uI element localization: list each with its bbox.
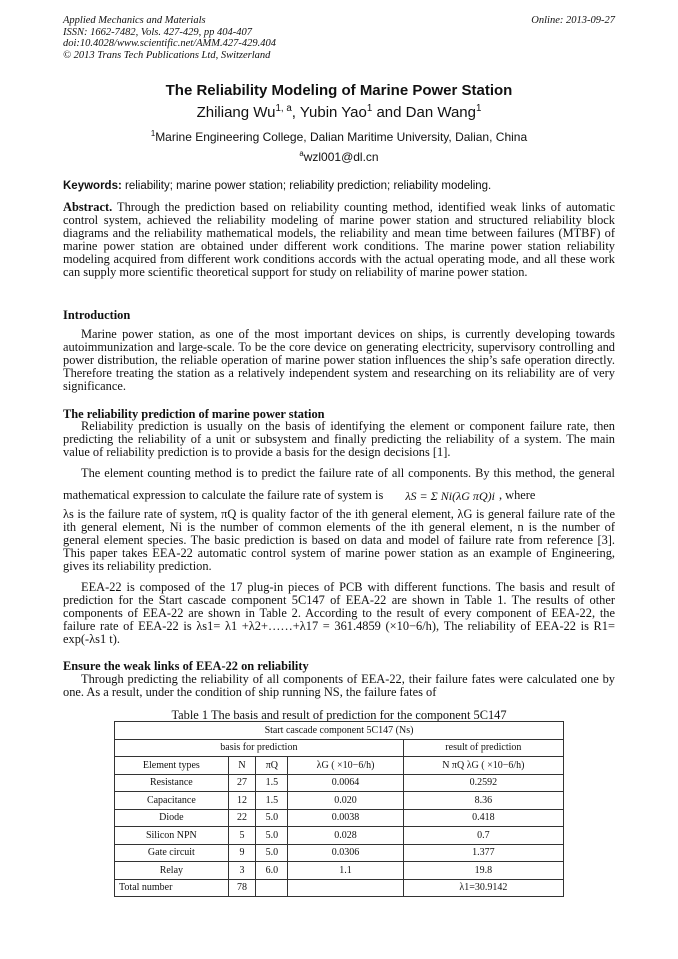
affiliation-text: Marine Engineering College, Dalian Maritime University, Dalian, China [155,130,528,144]
doi-line: doi:10.4028/www.scientific.net/AMM.427-429.404 [63,38,276,50]
copyright-line: © 2013 Trans Tech Publications Ltd, Switzerland [63,49,271,61]
affiliation [0,130,678,144]
intro-heading: Introduction [63,308,131,322]
issn-line: ISSN: 1662-7482, Vols. 427-429, pp 404-407 [63,26,252,38]
author-2: Yubin Yao [299,104,367,121]
affiliation-mark: 1 [150,129,156,138]
prediction-paragraph-1: Reliability prediction is usually on the basis of identifying the element or component failure rate, then predicting the reliability of a unit or subsystem and finally predicting the reliability of a system. The main value of reliability prediction is to provide a basis for the design decisions [1]. [63,419,615,460]
table-cell: 0.020 [288,792,403,810]
table-cell: 78 [228,879,256,897]
weak-links-heading: Ensure the weak links of EEA-22 on reliability [63,659,309,673]
table-cell: Diode [115,809,229,827]
abstract [63,201,615,280]
table-row [115,774,564,792]
formula-lead: The element counting method is to predict the failure rate of all components. By this method, the general mathematical expression to calculate the failure rate of system is [63,466,615,502]
author-1: Zhiliang Wu [196,104,276,121]
col-header: Element types [115,757,229,775]
table-row [115,862,564,880]
table-cell: 0.0306 [288,844,403,862]
table-cell: Silicon NPN [115,827,229,845]
formula-tail: , where [498,488,536,502]
col-header: N [228,757,256,775]
table-cell: 12 [228,792,256,810]
table-row [115,844,564,862]
keywords [63,180,615,192]
table-cell: 27 [228,774,256,792]
online-date: Online: 2013-09-27 [531,15,615,26]
journal-header [63,15,276,61]
table-cell: 1.5 [256,792,288,810]
author-list [0,104,678,121]
author-1-affil: 1, a [275,103,292,114]
table-total-row [115,879,564,897]
table-cell: 0.028 [288,827,403,845]
table-cell: 0.2592 [403,774,563,792]
table-cell: Capacitance [115,792,229,810]
table-cell: 9 [228,844,256,862]
table-cell: 3 [228,862,256,880]
table-cell: 0.0064 [288,774,403,792]
result-header: result of prediction [403,739,563,757]
basis-header: basis for prediction [115,739,404,757]
table-cell: Resistance [115,774,229,792]
table-cell: 1.5 [256,774,288,792]
table-row [115,827,564,845]
author-sep: and [372,104,406,121]
table-cell: 5.0 [256,809,288,827]
table-cell: 19.8 [403,862,563,880]
col-header: N πQ λG ( ×10−6/h) [403,757,563,775]
abstract-text: Through the prediction based on reliability counting method, identified weak links of automatic control system, achieved the reliability modeling of marine power station and structured reliability block diagrams and the reliability mathematical models, the reliability and mean time between failures (MTBF) of marine power station are obtained under different work conditions. The marine power station reliability modeling acquired from different work conditions accords with the actual operating mode, and all these work can supply more scientific theoretical support for study on reliability of marine power station. [63,200,615,280]
failure-rate-formula: λS = Σ Ni(λG πQ)i [405,489,495,504]
prediction-paragraph-4: EEA-22 is composed of the 17 plug-in pieces of PCB with different functions. The basis and result of prediction for the Start cascade component 5C147 of EEA-22 are shown in Table 1. The results of other components of EEA-22 are shown in Table 2. According to the result of every component of EEA-22, the failure rate of EEA-22 is λs1= λ1 +λ2+……+λ17 = 361.4859 (×10−6/h), The reliability of EEA-22 is R1= exp(-λs1 t). [63,580,615,647]
table-row [115,809,564,827]
table-cell [288,879,403,897]
email-text[interactable]: wzl001@dl.cn [303,150,379,164]
author-sep: , [291,104,300,121]
table-cell: 5.0 [256,827,288,845]
author-email [0,150,678,164]
keywords-text: reliability; marine power station; reliability prediction; reliability modeling. [121,180,492,192]
table-row [115,792,564,810]
col-header: λG ( ×10−6/h) [288,757,403,775]
table-cell: 6.0 [256,862,288,880]
table-cell: 8.36 [403,792,563,810]
table-cell: 0.7 [403,827,563,845]
table-cell: Relay [115,862,229,880]
table-cell: 0.0038 [288,809,403,827]
table-cell: λ1=30.9142 [403,879,563,897]
author-3: Dan Wang [405,104,476,121]
weak-links-paragraph: Through predicting the reliability of all components of EEA-22, their failure fates were calculated one by one. As a result, under the condition of ship running NS, the failure fates of [63,672,615,700]
table-cell: 0.418 [403,809,563,827]
table-top-header: Start cascade component 5C147 (Ns) [115,722,564,740]
intro-paragraph: Marine power station, as one of the most important devices on ships, is currently developing towards autoimmunization and large-scale. To be the core device on generating electricity, supervisory controlling and power distribution, the reliable operation of marine power station influences the ship’s safe operation directly. Therefore treating the station as a relatively independent system and researching on its reliability are of very significance. [63,327,615,394]
email-mark: a [299,149,304,158]
col-header: πQ [256,757,288,775]
table-cell [256,879,288,897]
table-cell: 5.0 [256,844,288,862]
table-cell: Total number [115,879,229,897]
prediction-paragraph-3: λs is the failure rate of system, πQ is quality factor of the ith general element, λG is general failure rate of the ith general element, Ni is the number of common elements of the ith general element, n is the number of general element species. The basic prediction is based on data and model of failure rate from reference [3]. This paper takes EEA-22 automatic control system of marine power station as an example of Engineering, gives its reliability prediction. [63,507,615,574]
prediction-table [114,721,564,897]
table-cell: 5 [228,827,256,845]
table-cell: Gate circuit [115,844,229,862]
prediction-paragraph-2 [63,462,615,507]
keywords-label: Keywords: [63,180,122,192]
paper-title: The Reliability Modeling of Marine Power Station [165,82,513,99]
table-cell: 1.1 [288,862,403,880]
table-cell: 1.377 [403,844,563,862]
author-3-affil: 1 [475,103,482,114]
table-cell: 22 [228,809,256,827]
table-caption: Table 1 The basis and result of prediction for the component 5C147 [171,708,507,722]
prediction-heading: The reliability prediction of marine power station [63,407,325,421]
abstract-label: Abstract. [63,200,113,214]
author-2-affil: 1 [366,103,373,114]
journal-name: Applied Mechanics and Materials [63,15,206,26]
